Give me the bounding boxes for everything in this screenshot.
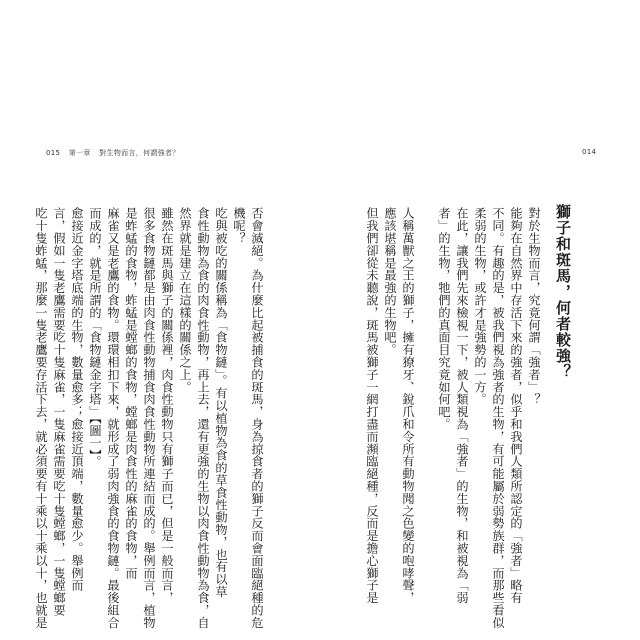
text-column: 對於生物而言，究竟何謂「強者」？ — [527, 207, 541, 406]
text-column: 是蚱蜢的食物，蚱蜢是螳螂的食物，螳螂是肉食性的麻雀的食物，而 — [124, 207, 138, 579]
text-column: 者」的生物，牠們的真面目究竟如何吧。 — [437, 207, 451, 431]
text-column: 應該堪稱是最強的生物吧。 — [383, 207, 397, 356]
text-column: 吃十隻蚱蜢，那麼一隻老鷹要存活下去，就必須要有十乘以十乘以十，也就是 — [34, 207, 48, 629]
text-column: 但我們卻從未聽說，斑馬被獅子一網打盡而瀕臨絕種，反而是擔心獅子是 — [365, 207, 379, 604]
section-title: 獅子和斑馬，何者較強？ — [554, 204, 572, 380]
text-column: 否會滅絕。為什麼比起被捕食的斑馬，身為掠食者的獅子反而會面臨絕種的危 — [250, 207, 264, 629]
text-column: 在此，讓我們先來檢視一下，被人類視為「強者」的生物，和被視為「弱 — [455, 207, 469, 604]
text-column: 柔弱的生物，或許才是強勢的一方。 — [473, 207, 487, 406]
chapter-title: 對生物而言，何謂強者？ — [99, 149, 180, 157]
text-column: 機呢？ — [232, 207, 246, 245]
text-column: 很多食物鏈都是由肉食性動物捕食肉食性動物所連結而成的。舉例而言，植物 — [142, 207, 156, 629]
page-number-right: 014 — [582, 148, 597, 156]
text-column: 麻雀又是老鷹的食物。環環相扣下來，就形成了弱肉強食的食物鏈。最後組合 — [106, 207, 120, 629]
text-column: 食性動物為食的肉食性動物，再上去，還有更強的生物以肉食性動物為食，自 — [196, 207, 210, 629]
text-column: 然界就是建立在這樣的關係之上。 — [178, 207, 192, 393]
text-column: 吃與被吃的關係稱為「食物鏈」。有以植物為食的草食性動物，也有以草 — [214, 207, 228, 598]
running-header-left — [46, 148, 186, 158]
text-column: 能夠在自然界中存活下來的強者，似乎和我們人類所認定的「強者」略有 — [509, 207, 523, 604]
text-column: 而成的，就是所謂的「食物鏈金字塔」【圖一】。 — [88, 207, 102, 468]
chapter-label: 第一章 — [68, 149, 91, 157]
text-column: 不同。有趣的是，被我們視為強者的生物，有可能屬於弱勢族群，而那些看似 — [491, 207, 505, 629]
text-column: 人稱萬獸之王的獅子，擁有獠牙、銳爪和令所有動物聞之色變的咆哮聲， — [401, 207, 415, 604]
text-column: 愈接近金字塔底端的生物，數量愈多；愈接近頂端，數量愈少。舉例而 — [70, 207, 84, 592]
text-column: 言，假如一隻老鷹需要吃十隻麻雀，一隻麻雀需要吃十隻螳螂，一隻螳螂要 — [52, 207, 66, 617]
text-column: 雖然在斑馬與獅子的關係裡，肉食性動物只有獅子而已，但是一般而言， — [160, 207, 174, 604]
page-number-left: 015 — [46, 149, 61, 157]
